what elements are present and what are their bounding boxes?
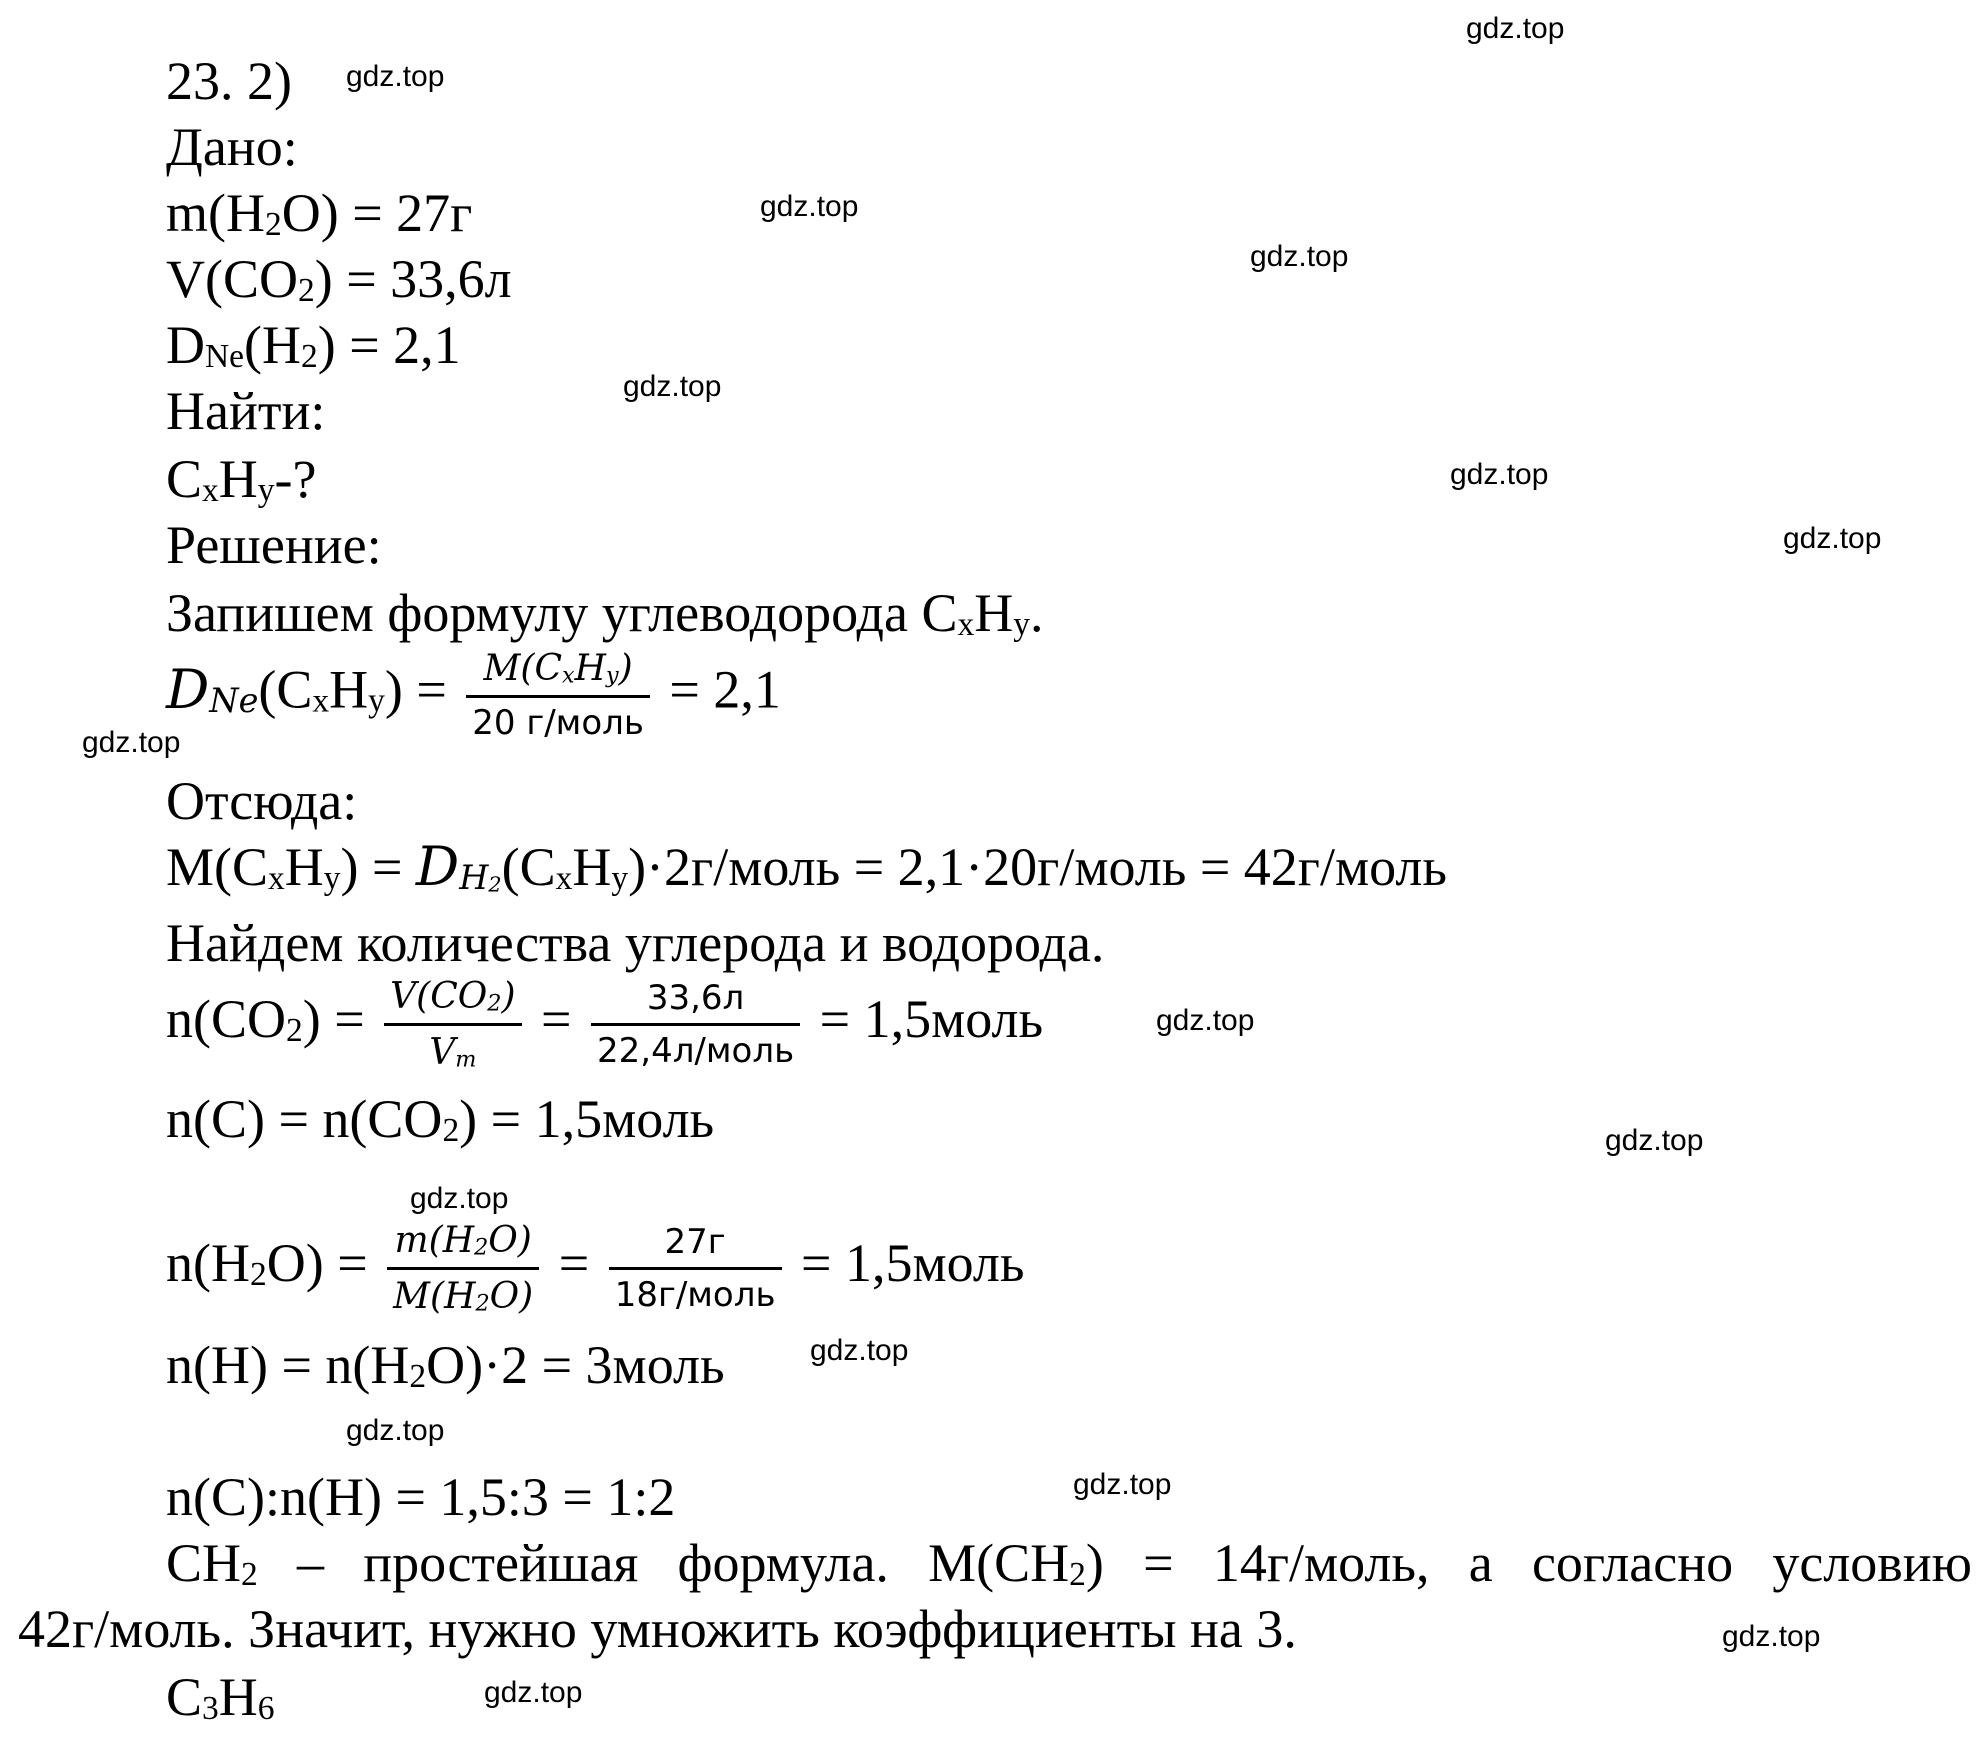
watermark: gdz.top — [760, 190, 859, 223]
n-carbon-equation: $n(C) = n(CO_2)$ = 1,5моль — [166, 1089, 715, 1150]
density-equation: $D_{Ne}(C_xH_y)$ = $\frac{M(C_xH_y)}{\text{20 г/моль}}$ = 2,1 — [166, 648, 781, 743]
watermark: gdz.top — [1073, 1468, 1172, 1501]
watermark: gdz.top — [484, 1676, 583, 1709]
solution-heading: Решение: — [166, 515, 382, 575]
watermark: gdz.top — [346, 60, 445, 93]
watermark: gdz.top — [1605, 1124, 1704, 1157]
given-mass-water: $m(H_2O) = 27г$ — [166, 183, 473, 244]
watermark: gdz.top — [810, 1334, 909, 1367]
watermark: gdz.top — [1250, 240, 1349, 273]
molar-mass-equation: $M(C_xH_y)$ = $D_{H_2}(C_xH_y)\cdot 2г$/моль = 2,1·20г/моль = 42г/моль — [166, 835, 1447, 898]
n-hydrogen-equation: $n(H) = n(H_2O)\cdot 2$ = 3моль — [166, 1335, 725, 1396]
watermark: gdz.top — [1450, 458, 1549, 491]
n-co2-formula-fraction: $\frac{V(CO_2)}{V_m}$ — [384, 974, 521, 1075]
n-co2-values-fraction: $\frac{33,6л}{\text{22,4л/моль}}$ — [591, 977, 800, 1073]
n-h2o-formula-fraction: $\frac{m(H_2O)}{M(H_2O)}$ — [387, 1218, 539, 1319]
ratio-equation: n(C):n(H) = 1,5:3 = 1:2 — [166, 1467, 676, 1527]
n-h2o-equation: $n(H_2O)$ = $\frac{m(H_2O)}{M(H_2O)}$ = $\frac{27г}{\text{18г/моль}}$ = 1,5моль — [166, 1220, 1025, 1317]
watermark: gdz.top — [623, 370, 722, 403]
find-target: $C_xH_y-$? — [166, 449, 317, 510]
conclusion-line-2: 42г/моль. Значит, нужно умножить коэффициенты на 3. — [18, 1599, 1297, 1659]
given-density: $D_{Ne}(H_2) = 2,1$ — [166, 315, 461, 376]
find-amounts-text: Найдем количества углерода и водорода. — [166, 913, 1105, 973]
n-co2-equation: $n(CO_2)$ = $\frac{V(CO_2)}{V_m}$ = $\frac{33,6л}{\text{22,4л/моль}}$ = 1,5моль — [166, 976, 1044, 1073]
given-heading: Дано: — [166, 117, 298, 177]
problem-number: 23. 2) — [166, 51, 292, 111]
watermark: gdz.top — [1156, 1004, 1255, 1037]
watermark: gdz.top — [346, 1414, 445, 1447]
watermark: gdz.top — [1466, 12, 1565, 45]
answer-formula: $C_3H_6$ — [166, 1667, 275, 1728]
conclusion-line-1: $CH_2$ – простейшая формула. $M(CH_2)$ = 14г/моль, а согласно условию — [166, 1533, 1972, 1594]
watermark: gdz.top — [1783, 522, 1882, 555]
watermark: gdz.top — [410, 1182, 509, 1215]
n-h2o-values-fraction: $\frac{27г}{\text{18г/моль}}$ — [609, 1221, 782, 1317]
find-heading: Найти: — [166, 381, 326, 441]
solution-intro: Запишем формулу углеводорода $C_xH_y$. — [166, 583, 1044, 644]
watermark: gdz.top — [1722, 1620, 1821, 1653]
density-fraction: $\frac{M(C_xH_y)}{\text{20 г/моль}}$ — [466, 646, 650, 745]
given-volume-co2: $V(CO_2) = 33,6л$ — [166, 249, 512, 310]
watermark: gdz.top — [82, 726, 181, 759]
hence-label: Отсюда: — [166, 771, 358, 831]
